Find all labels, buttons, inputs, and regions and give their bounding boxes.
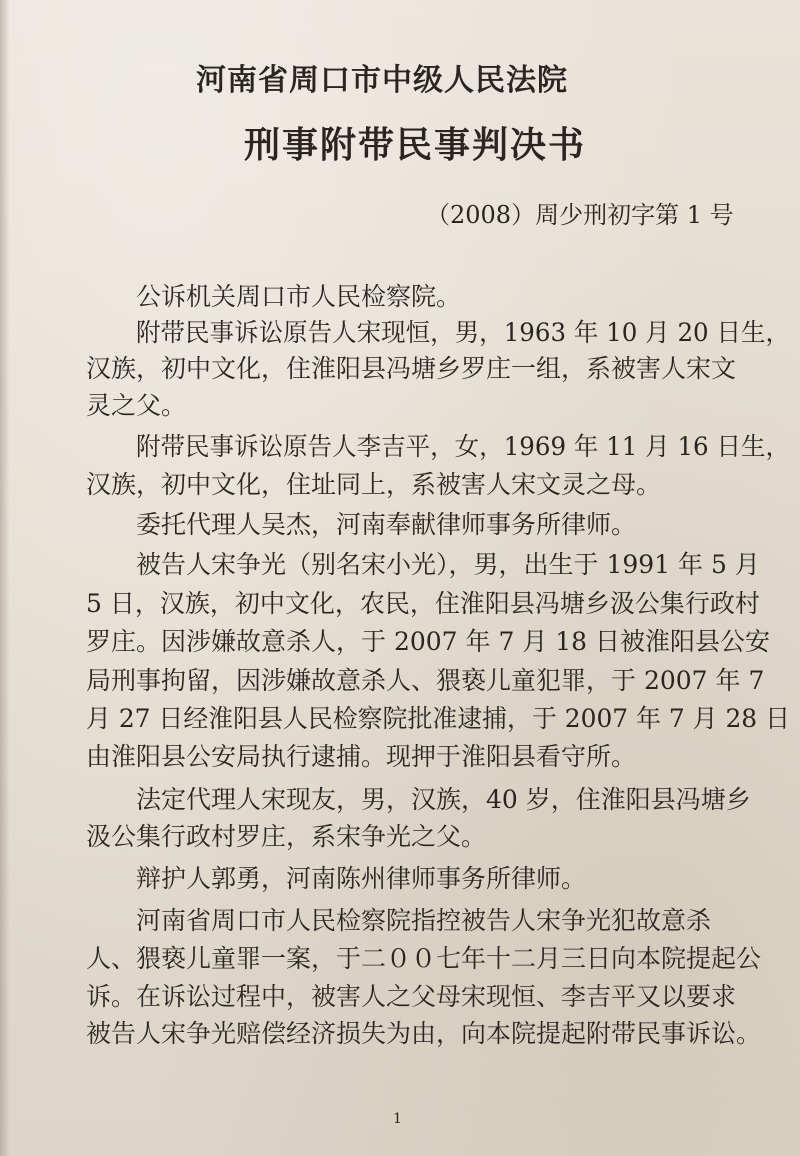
body-line-7: 委托代理人吴杰，河南奉献律师事务所律师。	[136, 510, 637, 539]
body-line-19: 诉。在诉讼过程中，被害人之父母宋现恒、李吉平又以要求	[86, 982, 737, 1011]
body-line-10: 罗庄。因涉嫌故意杀人，于 2007 年 7 月 18 日被淮阳县公安	[86, 627, 771, 656]
body-line-15: 汲公集行政村罗庄，系宋争光之父。	[86, 822, 487, 851]
page-number: 1	[393, 1111, 402, 1127]
body-line-3: 汉族，初中文化，住淮阳县冯塘乡罗庄一组，系被害人宋文	[86, 354, 737, 383]
court-name: 河南省周口市中级人民法院	[196, 63, 568, 98]
case-number: （2008）周少刑初字第 1 号	[426, 201, 734, 229]
body-line-18: 人、猥亵儿童罪一案，于二００七年十二月三日向本院提起公	[86, 944, 762, 973]
body-line-2: 附带民事诉讼原告人宋现恒，男，1963 年 10 月 20 日生，	[136, 318, 790, 347]
body-line-11: 局刑事拘留，因涉嫌故意杀人、猥亵儿童犯罪，于 2007 年 7	[86, 666, 765, 695]
body-line-9: 5 日，汉族，初中文化，农民，住淮阳县冯塘乡汲公集行政村	[86, 589, 760, 618]
body-line-20: 被告人宋争光赔偿经济损失为由，向本院提起附带民事诉讼。	[86, 1019, 762, 1048]
body-line-14: 法定代理人宋现友，男，汉族，40 岁，住淮阳县冯塘乡	[136, 785, 751, 814]
body-line-4: 灵之父。	[86, 391, 187, 420]
body-line-8: 被告人宋争光（别名宋小光），男，出生于 1991 年 5 月	[136, 550, 760, 579]
body-line-13: 由淮阳县公安局执行逮捕。现押于淮阳县看守所。	[86, 742, 637, 771]
body-line-6: 汉族，初中文化，住址同上，系被害人宋文灵之母。	[86, 470, 662, 499]
body-line-1: 公诉机关周口市人民检察院。	[136, 282, 462, 311]
body-line-12: 月 27 日经淮阳县人民检察院批准逮捕，于 2007 年 7 月 28 日	[86, 704, 790, 733]
body-line-5: 附带民事诉讼原告人李吉平，女，1969 年 11 月 16 日生，	[136, 432, 790, 461]
page-edge-shadow	[0, 0, 10, 1156]
body-line-16: 辩护人郭勇，河南陈州律师事务所律师。	[136, 864, 587, 893]
body-line-17: 河南省周口市人民检察院指控被告人宋争光犯故意杀	[136, 906, 712, 935]
document-title: 刑事附带民事判决书	[244, 124, 587, 166]
